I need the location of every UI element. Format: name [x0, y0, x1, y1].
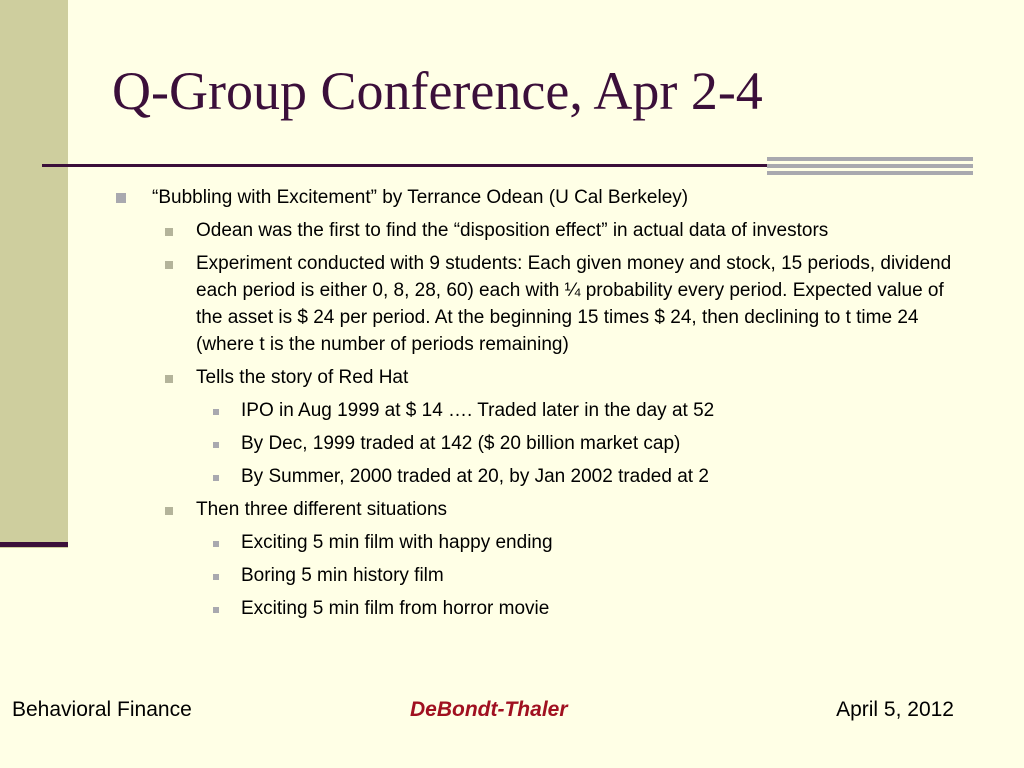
bullet-text: Exciting 5 min film with happy ending — [241, 532, 553, 553]
bullet-item — [112, 184, 972, 211]
bullet-text: By Dec, 1999 traded at 142 ($ 20 billion market cap) — [241, 433, 681, 454]
bullet-text: By Summer, 2000 traded at 20, by Jan 2002 traded at 2 — [241, 466, 709, 487]
square-bullet-icon — [213, 607, 219, 613]
bullet-item — [112, 430, 972, 457]
square-bullet-icon — [165, 507, 173, 515]
square-bullet-icon — [213, 574, 219, 580]
bullet-item — [112, 496, 972, 523]
bullet-text: Experiment conducted with 9 students: Each given money and stock, 15 periods, dividend each period is either 0, 8, 28, 60) each with ¼ probability every period. Expected value of the asset is $ 24 per period. At the beginning 15 times $ 24, then declining to t time 24 (where t is the number of periods remaining) — [196, 253, 952, 355]
footer-date: April 5, 2012 — [836, 698, 954, 721]
bullet-item — [112, 397, 972, 424]
square-bullet-icon — [213, 409, 219, 415]
bullet-item — [112, 250, 972, 358]
bullet-item — [112, 463, 972, 490]
footer-authors: DeBondt-Thaler — [410, 698, 568, 721]
slide-content — [112, 184, 972, 628]
square-bullet-icon — [213, 541, 219, 547]
accent-bars — [767, 157, 973, 179]
square-bullet-icon — [213, 442, 219, 448]
bullet-item — [112, 217, 972, 244]
square-bullet-icon — [165, 375, 173, 383]
bullet-item — [112, 562, 972, 589]
bullet-text: Boring 5 min history film — [241, 565, 444, 586]
bullet-text: Exciting 5 min film from horror movie — [241, 598, 550, 619]
square-bullet-icon — [165, 261, 173, 269]
bullet-text: IPO in Aug 1999 at $ 14 …. Traded later in the day at 52 — [241, 400, 715, 421]
bullet-item — [112, 529, 972, 556]
bullet-item — [112, 364, 972, 391]
left-decorative-bar — [0, 0, 68, 548]
bullet-text: “Bubbling with Excitement” by Terrance Odean (U Cal Berkeley) — [152, 187, 689, 208]
slide-title: Q-Group Conference, Apr 2-4 — [112, 61, 763, 121]
square-bullet-icon — [116, 193, 126, 203]
bullet-text: Odean was the first to find the “disposition effect” in actual data of investors — [196, 220, 829, 241]
bullet-item — [112, 595, 972, 622]
square-bullet-icon — [165, 228, 173, 236]
footer-course: Behavioral Finance — [12, 698, 192, 721]
left-bar-divider — [0, 542, 68, 547]
bullet-text: Then three different situations — [196, 499, 448, 520]
bullet-text: Tells the story of Red Hat — [196, 367, 409, 388]
square-bullet-icon — [213, 475, 219, 481]
